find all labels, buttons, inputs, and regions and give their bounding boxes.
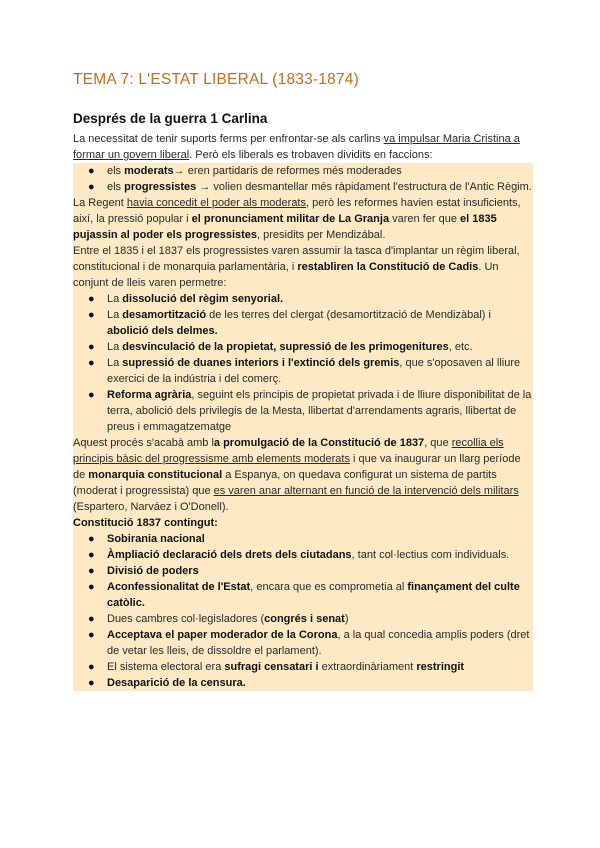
page-title: TEMA 7: L'ESTAT LIBERAL (1833-1874) xyxy=(73,71,359,88)
list-item: ● La dissolució del règim senyorial. xyxy=(73,291,533,307)
paragraph-intro: La necessitat de tenir suports ferms per enfrontar-se als carlins va impulsar Maria Cristina a formar un govern liberal. Però els liberals es trobaven dividits en faccions: xyxy=(73,133,520,161)
bullet-icon: ● xyxy=(88,165,95,177)
bullet-icon: ● xyxy=(88,565,95,577)
bullet-icon: ● xyxy=(88,629,95,641)
bullet-icon: ● xyxy=(88,181,95,193)
list-item: ● Reforma agrària, seguint els principis de propietat privada i de lliure disponibilitat de la terra, abolició dels privilegis de la Mesta, llibertat d'arrendaments agraris, llibertat de preus i emmagatzematge xyxy=(73,387,533,435)
underlined-text: va impulsar Maria Cristina a formar un govern liberal xyxy=(73,133,520,161)
bullet-icon: ● xyxy=(88,533,95,545)
list-item: ● Desaparició de la censura. xyxy=(73,675,533,691)
list-item: ● La desamortització de les terres del clergat (desamortització de Mendizàbal) i abolició dels delmes. xyxy=(73,307,533,339)
bullet-icon: ● xyxy=(88,613,95,625)
factions-list xyxy=(73,163,533,195)
list-item: ● Àmpliació declaració dels drets dels ciutadans, tant col·lectius com individuals. xyxy=(73,547,533,563)
list-item: ● Divisió de poders xyxy=(73,563,533,579)
list-item: ● Aconfessionalitat de l'Estat, encara que es comprometia al finançament del culte catòlic. xyxy=(73,579,533,611)
underlined-text: recollia els principis bàsic del progressisme amb elements moderats xyxy=(73,437,504,465)
underlined-text: havia concedit el poder als moderats xyxy=(126,197,306,209)
list-item: ● Sobirania nacional xyxy=(73,531,533,547)
bullet-icon: ● xyxy=(88,357,95,369)
bullet-icon: ● xyxy=(88,549,95,561)
document-body xyxy=(73,131,533,691)
bullet-icon: ● xyxy=(88,581,95,593)
list-item: ● La supressió de duanes interiors i l'extinció dels gremis, que s'oposaven al lliure exercici de la indústria i del comerç. xyxy=(73,355,533,387)
section-heading: Després de la guerra 1 Carlina xyxy=(73,111,268,126)
bullet-icon: ● xyxy=(88,677,95,689)
paragraph-constitucio: Aquest procés s'acabà amb la promulgació de la Constitució de 1837, que recollia els principis bàsic del progressisme amb elements moderats i que va inaugurar un llarg període de monarquia constitucional a Espanya, on quedava configurat un sistema de partits (moderat i progressista) que es varen anar alternant en funció de la intervenció dels militars (Espartero, Narváez i O'Donell). xyxy=(73,435,533,515)
bullet-icon: ● xyxy=(88,341,95,353)
constitution-heading: Constitució 1837 contingut: xyxy=(73,515,533,531)
bullet-icon: ● xyxy=(88,293,95,305)
bullet-icon: ● xyxy=(88,389,95,401)
list-item: ● La desvinculació de la propietat, supressió de les primogenitures, etc. xyxy=(73,339,533,355)
paragraph-regent: La Regent havia concedit el poder als moderats, però les reformes havien estat insuficients, així, la pressió popular i el pronunciament militar de La Granja varen fer que el 1835 pujassin al poder els progressistes, presidits per Mendizábal. xyxy=(73,195,533,243)
list-item: ● El sistema electoral era sufragi censatari i extraordinàriament restringit xyxy=(73,659,533,675)
underlined-text: es varen anar alternant en funció de la intervenció dels militars xyxy=(213,485,519,497)
list-item: ● els progressistes → volien desmantellar més ràpidament l'estructura de l'Antic Règim. xyxy=(73,179,533,195)
list-item: ● Acceptava el paper moderador de la Corona, a la qual concedia amplis poders (dret de vetar les lleis, de dissoldre el parlament). xyxy=(73,627,533,659)
list-item: ● els moderats→ eren partidaris de reformes més moderades xyxy=(73,163,533,179)
bullet-icon: ● xyxy=(88,661,95,673)
reforms-list xyxy=(73,291,533,435)
bullet-icon: ● xyxy=(88,309,95,321)
paragraph-progressistes: Entre el 1835 i el 1837 els progressistes varen assumir la tasca d'implantar un règim liberal, constitucional i de monarquia parlamentària, i restabliren la Constitució de Cadis. Un conjunt de lleis varen permetre: xyxy=(73,243,533,291)
list-item: ● Dues cambres col·legisladores (congrés i senat) xyxy=(73,611,533,627)
constitution-contents-list xyxy=(73,531,533,691)
